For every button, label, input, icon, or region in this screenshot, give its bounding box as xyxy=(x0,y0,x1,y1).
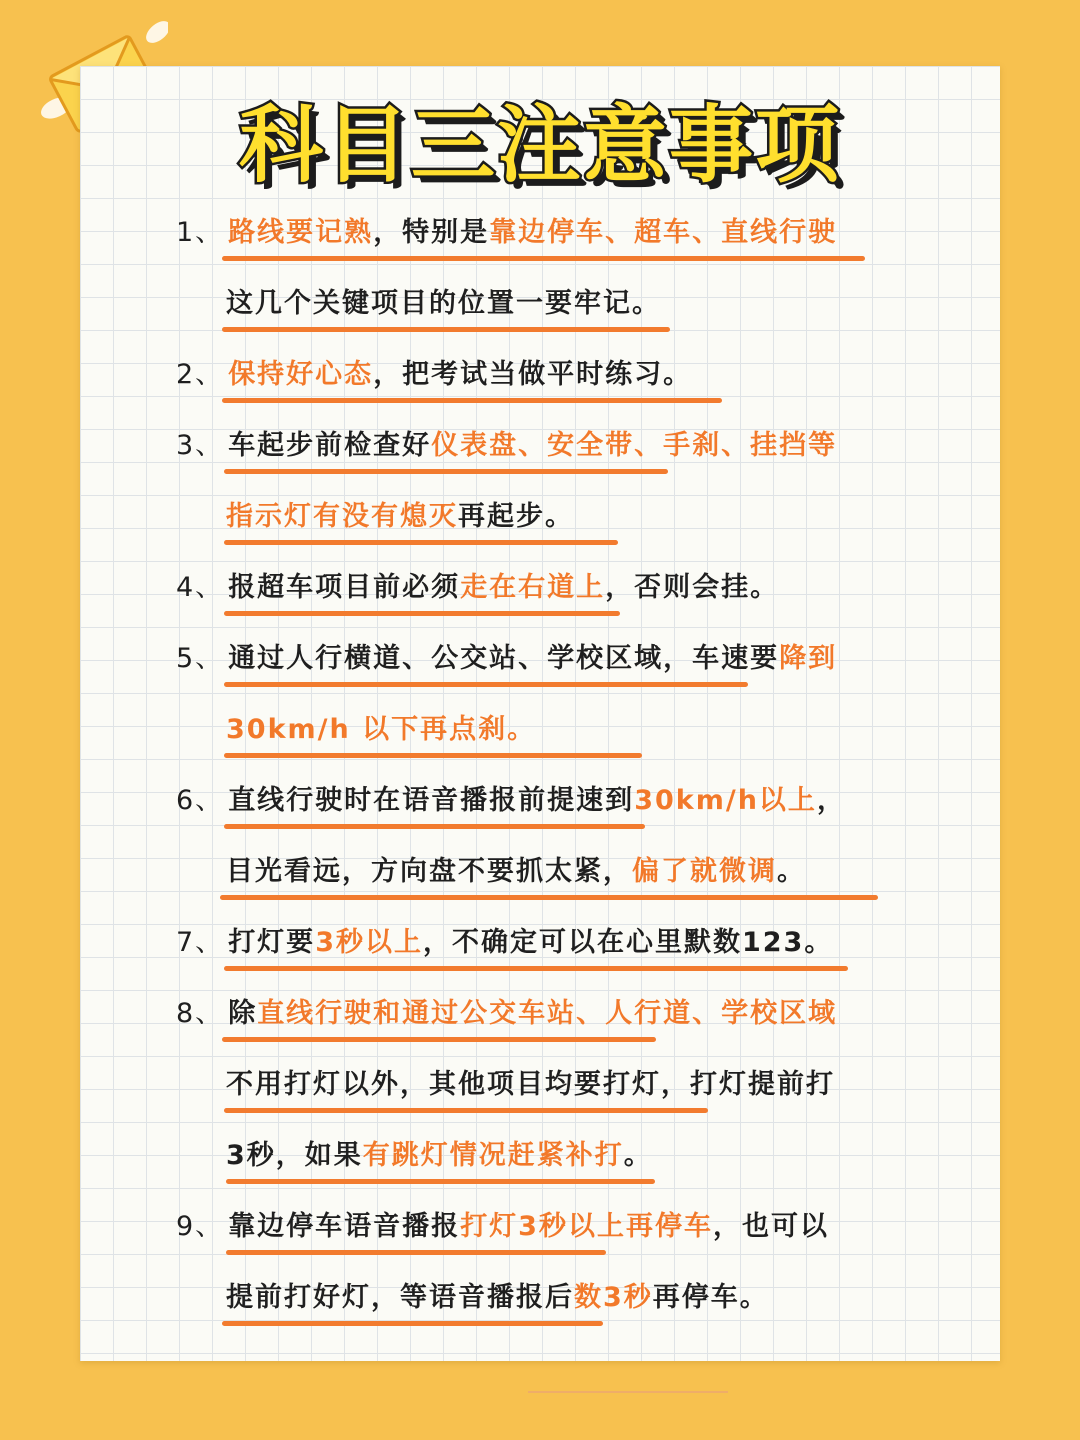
highlight-text: 保持好心态 xyxy=(228,359,374,390)
note-line xyxy=(176,776,846,826)
note-line xyxy=(226,847,806,897)
note-line xyxy=(226,705,536,755)
highlight-text: 30km/h以上 xyxy=(634,785,817,816)
underline xyxy=(224,682,748,687)
highlight-text: 有跳灯情况赶紧补打 xyxy=(362,1140,624,1171)
underline xyxy=(226,1179,655,1184)
item-number: 6、 xyxy=(176,785,225,816)
item-number: 2、 xyxy=(176,359,225,390)
underline xyxy=(226,1250,606,1255)
body-text: 这几个关键项目的位置一要牢记。 xyxy=(226,288,661,319)
highlight-text: 靠边停车、超车、直线行驶 xyxy=(489,217,838,248)
underline xyxy=(224,469,668,474)
note-line xyxy=(226,1060,835,1110)
underline xyxy=(220,895,878,900)
item-number: 7、 xyxy=(176,927,225,958)
item-number: 8、 xyxy=(176,998,225,1029)
note-line xyxy=(226,1273,769,1323)
body-text: ，不确定可以在心里默数123。 xyxy=(422,927,834,958)
underline xyxy=(224,1108,708,1113)
highlight-text: 降到 xyxy=(779,643,838,674)
body-text: 目光看远，方向盘不要抓太紧， xyxy=(226,856,632,887)
note-line xyxy=(176,1202,829,1252)
underline xyxy=(224,611,620,616)
body-text: 直线行驶时在语音播报前提速到 xyxy=(228,785,635,816)
body-text: 不用打灯以外，其他项目均要打灯，打灯提前打 xyxy=(226,1069,835,1100)
highlight-text: 直线行驶和通过公交车站、人行道、学校区域 xyxy=(257,998,838,1029)
underline xyxy=(222,1321,603,1326)
highlight-text: 数3秒 xyxy=(574,1282,653,1313)
note-line xyxy=(176,989,837,1039)
body-text: 通过人行横道、公交站、学校区域，车速要 xyxy=(228,643,780,674)
note-line xyxy=(176,421,837,471)
underline xyxy=(222,256,865,261)
body-text: ， xyxy=(816,785,846,816)
body-text: 车起步前检查好 xyxy=(228,430,432,461)
body-text: 3秒，如果 xyxy=(226,1140,363,1171)
note-line xyxy=(176,563,779,613)
underline xyxy=(222,327,670,332)
highlight-text: 3秒以上 xyxy=(315,927,423,958)
underline xyxy=(224,753,642,758)
decor-line xyxy=(528,1391,728,1393)
underline xyxy=(224,540,618,545)
body-text: ，把考试当做平时练习。 xyxy=(373,359,693,390)
body-text: 提前打好灯，等语音播报后 xyxy=(226,1282,574,1313)
highlight-text: 仪表盘、安全带、手刹、挂挡等 xyxy=(431,430,838,461)
body-text: 除 xyxy=(228,998,258,1029)
highlight-text: 偏了就微调 xyxy=(632,856,777,887)
highlight-text: 指示灯有没有熄灭 xyxy=(226,501,458,532)
body-text: 打灯要 xyxy=(228,927,316,958)
item-number: 5、 xyxy=(176,643,225,674)
note-line xyxy=(176,634,837,684)
body-text: 再停车。 xyxy=(652,1282,769,1313)
item-number: 1、 xyxy=(176,217,225,248)
note-line xyxy=(176,918,833,968)
body-text: 报超车项目前必须 xyxy=(228,572,461,603)
body-text: ，特别是 xyxy=(373,217,490,248)
underline xyxy=(222,398,722,403)
highlight-text: 打灯3秒以上再停车 xyxy=(460,1211,713,1242)
note-line xyxy=(176,350,692,400)
underline xyxy=(222,1037,656,1042)
body-text: 靠边停车语音播报 xyxy=(228,1211,461,1242)
body-text: 。 xyxy=(777,856,806,887)
item-number: 9、 xyxy=(176,1211,225,1242)
body-text: 。 xyxy=(623,1140,653,1171)
underline xyxy=(224,824,645,829)
highlight-text: 30km/h 以下再点刹。 xyxy=(226,714,537,745)
page-title: 科目三注意事项 xyxy=(238,96,841,194)
note-line xyxy=(226,492,574,542)
body-text: ，也可以 xyxy=(712,1211,829,1242)
item-number: 4、 xyxy=(176,572,225,603)
note-line xyxy=(226,1131,653,1181)
item-number: 3、 xyxy=(176,430,225,461)
underline xyxy=(224,966,848,971)
highlight-text: 走在右道上 xyxy=(460,572,606,603)
highlight-text: 路线要记熟 xyxy=(228,217,374,248)
body-text: ，否则会挂。 xyxy=(605,572,780,603)
body-text: 再起步。 xyxy=(458,501,574,532)
note-line xyxy=(176,208,837,258)
note-line xyxy=(226,279,661,329)
